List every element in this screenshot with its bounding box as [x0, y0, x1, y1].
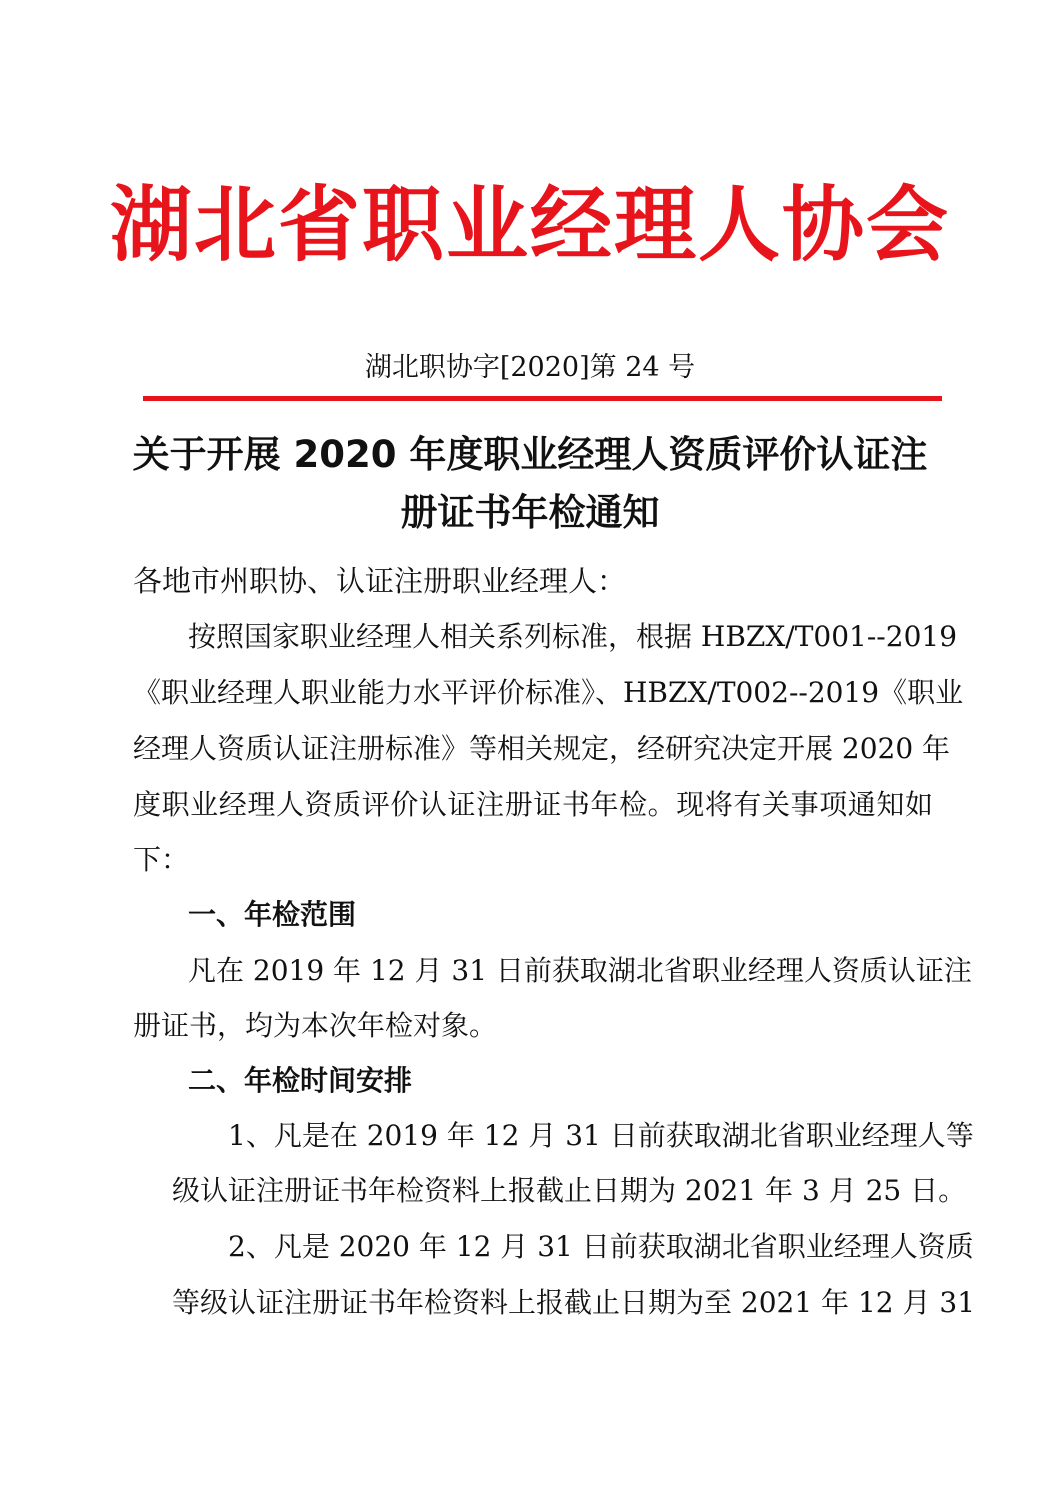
- intro-line-3: 经理人资质认证注册标准》等相关规定，经研究决定开展 2020 年: [133, 732, 951, 765]
- section-1-heading: 一、年检范围: [188, 898, 357, 931]
- intro-line-5: 下：: [133, 843, 190, 876]
- section-2-item-2-line-2: 等级认证注册证书年检资料上报截止日期为至 2021 年 12 月 31: [172, 1286, 976, 1319]
- document-number: 湖北职协字[2020]第 24 号: [364, 352, 696, 383]
- section-2-heading: 二、年检时间安排: [188, 1064, 413, 1097]
- section-1-line-1: 凡在 2019 年 12 月 31 日前获取湖北省职业经理人资质认证注: [188, 954, 972, 987]
- intro-line-1: 按照国家职业经理人相关系列标准，根据 HBZX/T001--2019: [188, 620, 958, 653]
- masthead-title: 湖北省职业经理人协会: [109, 177, 950, 273]
- intro-line-2: 《职业经理人职业能力水平评价标准》、HBZX/T002--2019《职业: [133, 676, 964, 709]
- notice-title-line-2: 册证书年检通知: [400, 491, 660, 534]
- intro-line-4: 度职业经理人资质评价认证注册证书年检。现将有关事项通知如: [133, 788, 933, 821]
- section-2-item-1-line-2: 级认证注册证书年检资料上报截止日期为 2021 年 3 月 25 日。: [172, 1174, 967, 1207]
- section-2-item-1-line-1: 1、凡是在 2019 年 12 月 31 日前获取湖北省职业经理人等: [228, 1119, 974, 1152]
- section-2-item-2-line-1: 2、凡是 2020 年 12 月 31 日前获取湖北省职业经理人资质: [228, 1230, 974, 1263]
- notice-title-line-1: 关于开展 2020 年度职业经理人资质评价认证注: [132, 433, 928, 476]
- red-divider-line: [143, 396, 942, 401]
- section-1-line-2: 册证书，均为本次年检对象。: [133, 1009, 498, 1042]
- salutation: 各地市州职协、认证注册职业经理人：: [133, 564, 627, 598]
